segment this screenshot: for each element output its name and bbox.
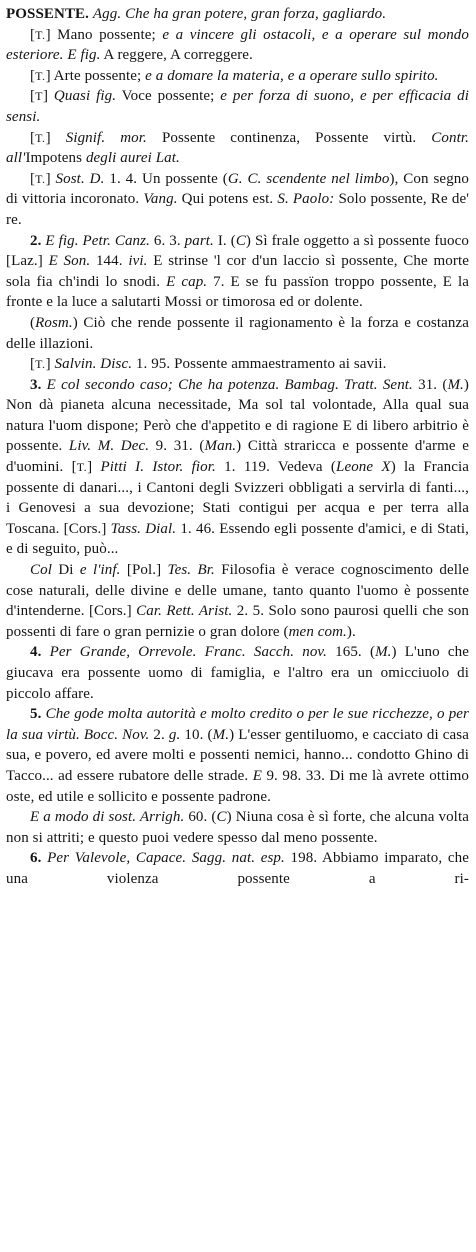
italic-run: Per Grande, Orrevole. Franc. Sacch. nov. [49, 644, 327, 661]
text-run: ) Ciò che rende possente il ragionamento è la forza e costanza delle illazioni. [6, 314, 469, 352]
text-run: [ [30, 170, 36, 187]
text-run: ] [42, 88, 54, 105]
text-run: ] [45, 170, 56, 187]
entry-definition: Che ha gran potere, gran forza, gagliardo. [125, 6, 387, 22]
italic-run: Vang. [143, 191, 178, 208]
italic-run: C [216, 809, 227, 826]
sense-number: 3. [30, 376, 47, 393]
text-run: 60. ( [184, 809, 217, 826]
italic-run: E [252, 767, 262, 784]
text-run: 1. 4. Un possente ( [104, 170, 228, 187]
text-run: Di [51, 562, 80, 579]
italic-run: M. [212, 726, 230, 743]
italic-run: E cap. [166, 273, 208, 290]
text-run: ) Città straricca e possente d'arme e d'uomini. [ [6, 438, 469, 476]
text-run: 2. 5. Solo sono paurosi quelli che son possenti di fare o gran pernizie o gran dolore ( [6, 603, 469, 640]
text-run: ] [45, 356, 55, 373]
italic-run: Contr. all' [6, 129, 469, 167]
sense-paragraph [6, 313, 469, 354]
sense-paragraph [6, 807, 469, 848]
italic-run: M. [375, 644, 392, 661]
italic-run: e a domare la materia, e a operare sullo spirito. [145, 67, 439, 84]
text-run: 10. ( [180, 726, 213, 743]
text-run: 31. ( [412, 376, 448, 393]
sense-paragraph [6, 25, 469, 66]
sense-number: 4. [30, 644, 50, 661]
source-tag: T. [76, 460, 88, 475]
italic-run: G. C. scendente nel limbo [227, 170, 390, 187]
italic-run: S. Paolo: [277, 191, 335, 208]
text-run: [Pol.] [120, 562, 168, 579]
italic-run: Che gode molta autorità e molto credito o per le sue ricchezze, o per la sua virtù. Bocc. Nov. [6, 706, 469, 743]
text-run: [ [30, 26, 36, 43]
italic-run: Quasi fig. [53, 88, 117, 105]
text-run: 9. 31. ( [149, 438, 205, 455]
sense-paragraph [6, 66, 469, 87]
headword: POSSENTE. [6, 6, 90, 22]
text-run: ] Arte possente; [45, 67, 146, 84]
text-run: 198. Abbiamo imparato, che una violenza possente a ri- [6, 850, 469, 887]
italic-run: Tes. Br. [167, 562, 215, 579]
sense-number: 2. [30, 232, 46, 249]
text-run: [ [30, 129, 36, 146]
italic-run: E col secondo caso; Che ha potenza. Bambag. Tratt. Sent. [46, 376, 413, 393]
sense-paragraph [6, 354, 469, 375]
italic-run: Tass. Dial. [110, 520, 177, 537]
italic-run: Col [30, 562, 52, 579]
text-run: [ [30, 88, 36, 105]
italic-run: part. [184, 232, 214, 249]
text-run: ) Non dà pianeta alcuna necessitade, Ma sol tal volontade, Alla qual sua natura l'uom dispone; Però che d'appetito e di ragione E di libero arbitrio è possente. [6, 376, 469, 455]
italic-run: e per forza di suono, e per efficacia di sensi. [6, 88, 469, 125]
text-run: ) la Francia possente di danari..., i Cantoni degli Svizzeri obbligati a servirla di fanti..., i Genovesi a sua devozione; Stati contigui per acqua e per terra alla Toscana. [Cors.] [6, 459, 469, 537]
text-run: E strinse 'l cor d'un laccio sì possente, Che morte sola fia ch'indi lo snodi. [6, 253, 469, 290]
italic-run: M. [447, 376, 464, 393]
text-run: ] [87, 459, 101, 476]
italic-run: E Son. [48, 253, 91, 270]
text-run: 1. 119. Vedeva ( [215, 459, 336, 476]
text-run: ) L'uno che giucava era possente uomo di famiglia, e l'altro era un omicciuolo di piccolo affare. [6, 644, 469, 702]
sense-paragraph [6, 704, 469, 807]
text-run: 144. [90, 253, 129, 270]
text-run: 7. E se fu passïon troppo possente, E la fronte e la luce a salutarti Mossi or timorosa ed or dolente. [6, 273, 470, 311]
italic-run: g. [168, 726, 181, 743]
text-run: Impotens [25, 150, 86, 167]
sense-paragraph [6, 169, 469, 231]
text-run: A reggere, A correggere. [100, 47, 253, 64]
text-run: Voce possente; [116, 88, 221, 105]
text-run: ), Con segno di vittoria incoronato. [6, 170, 469, 208]
sense-number: 6. [30, 850, 48, 867]
text-run: [ [30, 67, 36, 84]
italic-run: e a vincere gli ostacoli, e a operare sul mondo esteriore. E fig. [6, 26, 470, 64]
sense-paragraph [6, 560, 469, 642]
source-tag: T. [35, 130, 46, 145]
text-run: Solo possente, Re de' re. [6, 191, 469, 228]
text-run: ] Mano possente; [45, 26, 163, 43]
italic-run: Per Valevole, Capace. Sagg. nat. esp. [47, 850, 285, 867]
sense-paragraph [6, 642, 469, 704]
text-run: ( [30, 314, 36, 331]
entry-heading-paragraph [6, 4, 469, 25]
italic-run: Signif. mor. [65, 129, 147, 146]
text-run: 165. ( [326, 644, 376, 661]
italic-run: Rosm. [35, 314, 73, 331]
italic-run: e l'inf. [79, 562, 121, 579]
italic-run: men com. [288, 623, 347, 640]
text-run: Filosofia è verace cognoscimento delle cose naturali, delle divine e delle umane, tanto quanto l'uomo è possente d'intenderne. [Cors.] [6, 562, 469, 620]
text-run: 1. 95. Possente ammaestramento ai savii. [132, 356, 387, 373]
italic-run: E a modo di sost. Arrigh. [30, 809, 185, 826]
part-of-speech: Agg. [92, 6, 122, 22]
italic-run: ivi. [128, 253, 148, 270]
sense-number: 5. [30, 706, 46, 723]
text-run: Qui potens est. [177, 191, 278, 208]
italic-run: Man. [204, 438, 237, 455]
italic-run: Sost. D. [55, 170, 105, 187]
text-run: I. ( [213, 232, 236, 249]
sense-paragraph [6, 231, 469, 313]
text-run: Possente continenza, Possente virtù. [146, 129, 432, 146]
text-run: 9. 98. 33. Di me là avrete ottimo oste, ed utile e sollicito e possente padrone. [6, 767, 470, 805]
text-run: ] [45, 129, 66, 146]
italic-run: Car. Rett. Arist. [136, 603, 233, 620]
sense-paragraph [6, 375, 469, 560]
italic-run: Leone X [336, 459, 391, 476]
sense-paragraph [6, 848, 469, 889]
text-run: [ [30, 356, 36, 373]
entry-body [6, 25, 469, 890]
text-run: ) Niuna cosa è sì forte, che alcuna volta non si attriti; e questo puoi vedere spesso dal meno possente. [6, 809, 469, 846]
text-run: 2. [149, 726, 169, 743]
italic-run: Pitti I. Istor. fior. [100, 459, 216, 476]
source-tag: T. [35, 68, 46, 83]
source-tag: T [35, 89, 43, 104]
source-tag: T. [35, 357, 46, 372]
italic-run: C [235, 232, 246, 249]
italic-run: E fig. Petr. Canz. [45, 232, 150, 249]
text-run: 1. 46. Essendo egli possente d'amici, e di Stati, e di seguito, può... [6, 520, 469, 558]
source-tag: T. [35, 27, 46, 42]
italic-run: Salvin. Disc. [54, 356, 133, 373]
sense-paragraph [6, 128, 469, 169]
text-run: 6. 3. [149, 232, 185, 249]
italic-run: Liv. M. Dec. [68, 438, 150, 455]
text-run: ) Sì frale oggetto a sì possente fuoco [Laz.] [6, 232, 469, 270]
sense-paragraph [6, 86, 469, 127]
text-run: ). [346, 623, 356, 640]
text-run: ) L'esser gentiluomo, e cacciato di casa sua, e povero, ed avere molti e possenti nemici, hanno... condotto Ghino di Tacco... ad essere rubatore delle strade. [6, 726, 469, 784]
italic-run: degli aurei Lat. [85, 150, 180, 167]
source-tag: T. [35, 171, 46, 186]
